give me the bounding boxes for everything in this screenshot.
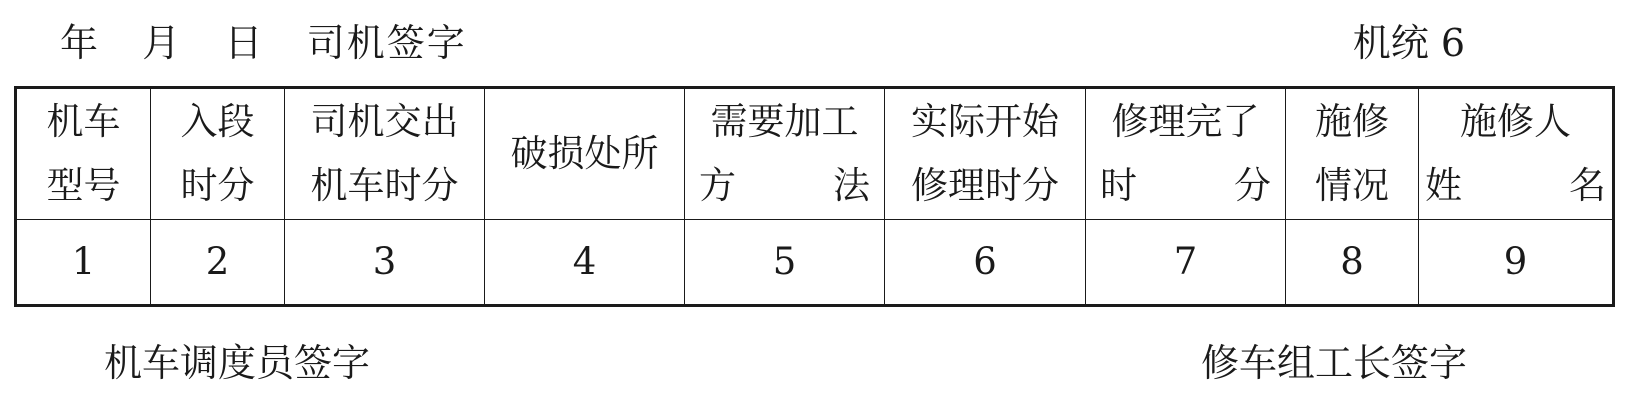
header-text: 情况	[1315, 164, 1389, 207]
header-cell-handover-time	[285, 88, 485, 220]
header-text: 入段	[180, 100, 255, 143]
header-text: 修理时分	[911, 164, 1059, 207]
header-text: 法	[833, 164, 870, 207]
repair-record-table	[14, 86, 1615, 307]
column-number: 6	[885, 220, 1086, 306]
column-number: 3	[285, 220, 485, 306]
header-cell-repair-status	[1286, 88, 1419, 220]
form-code: 机统 6	[1352, 21, 1465, 65]
foreman-signature-label: 修车组工长签字	[1200, 341, 1467, 385]
header-text: 时分	[180, 164, 255, 207]
header-text: 名	[1569, 164, 1606, 207]
column-number: 4	[485, 220, 685, 306]
header-text: 方	[699, 164, 736, 207]
header-cell-repairer-name	[1419, 88, 1614, 220]
header-text: 型号	[46, 164, 121, 207]
date-driver-signature-line: 年 月 日 司机签字	[60, 21, 467, 65]
header-text: 司机交出	[310, 100, 459, 143]
dispatcher-signature-label: 机车调度员签字	[104, 341, 371, 385]
header-row	[16, 88, 1614, 220]
header-cell-locomotive-model	[16, 88, 151, 220]
column-number-row	[16, 220, 1614, 306]
header-text-spread	[1086, 154, 1285, 218]
header-text: 施修人	[1460, 100, 1571, 143]
column-number: 1	[16, 220, 151, 306]
column-number: 5	[685, 220, 885, 306]
header-text: 分	[1234, 164, 1271, 207]
column-number: 7	[1086, 220, 1286, 306]
header-text: 时	[1100, 164, 1137, 207]
header-text: 机车时分	[310, 164, 459, 207]
column-number: 2	[151, 220, 285, 306]
header-text: 实际开始	[911, 100, 1059, 143]
header-cell-processing-method	[685, 88, 885, 220]
column-number: 9	[1419, 220, 1614, 306]
header-cell-damage-location	[485, 88, 685, 220]
header-text-spread	[685, 154, 884, 218]
header-text: 施修	[1315, 100, 1389, 143]
header-text: 机车	[46, 100, 121, 143]
header-text: 姓	[1425, 164, 1462, 207]
header-cell-repair-finish-time	[1086, 88, 1286, 220]
header-text: 需要加工	[710, 100, 859, 143]
header-cell-entry-time	[151, 88, 285, 220]
column-number: 8	[1286, 220, 1419, 306]
header-text: 破损处所	[510, 132, 659, 175]
header-text: 修理完了	[1111, 100, 1260, 143]
header-cell-repair-start-time	[885, 88, 1086, 220]
header-text-spread	[1419, 154, 1612, 218]
